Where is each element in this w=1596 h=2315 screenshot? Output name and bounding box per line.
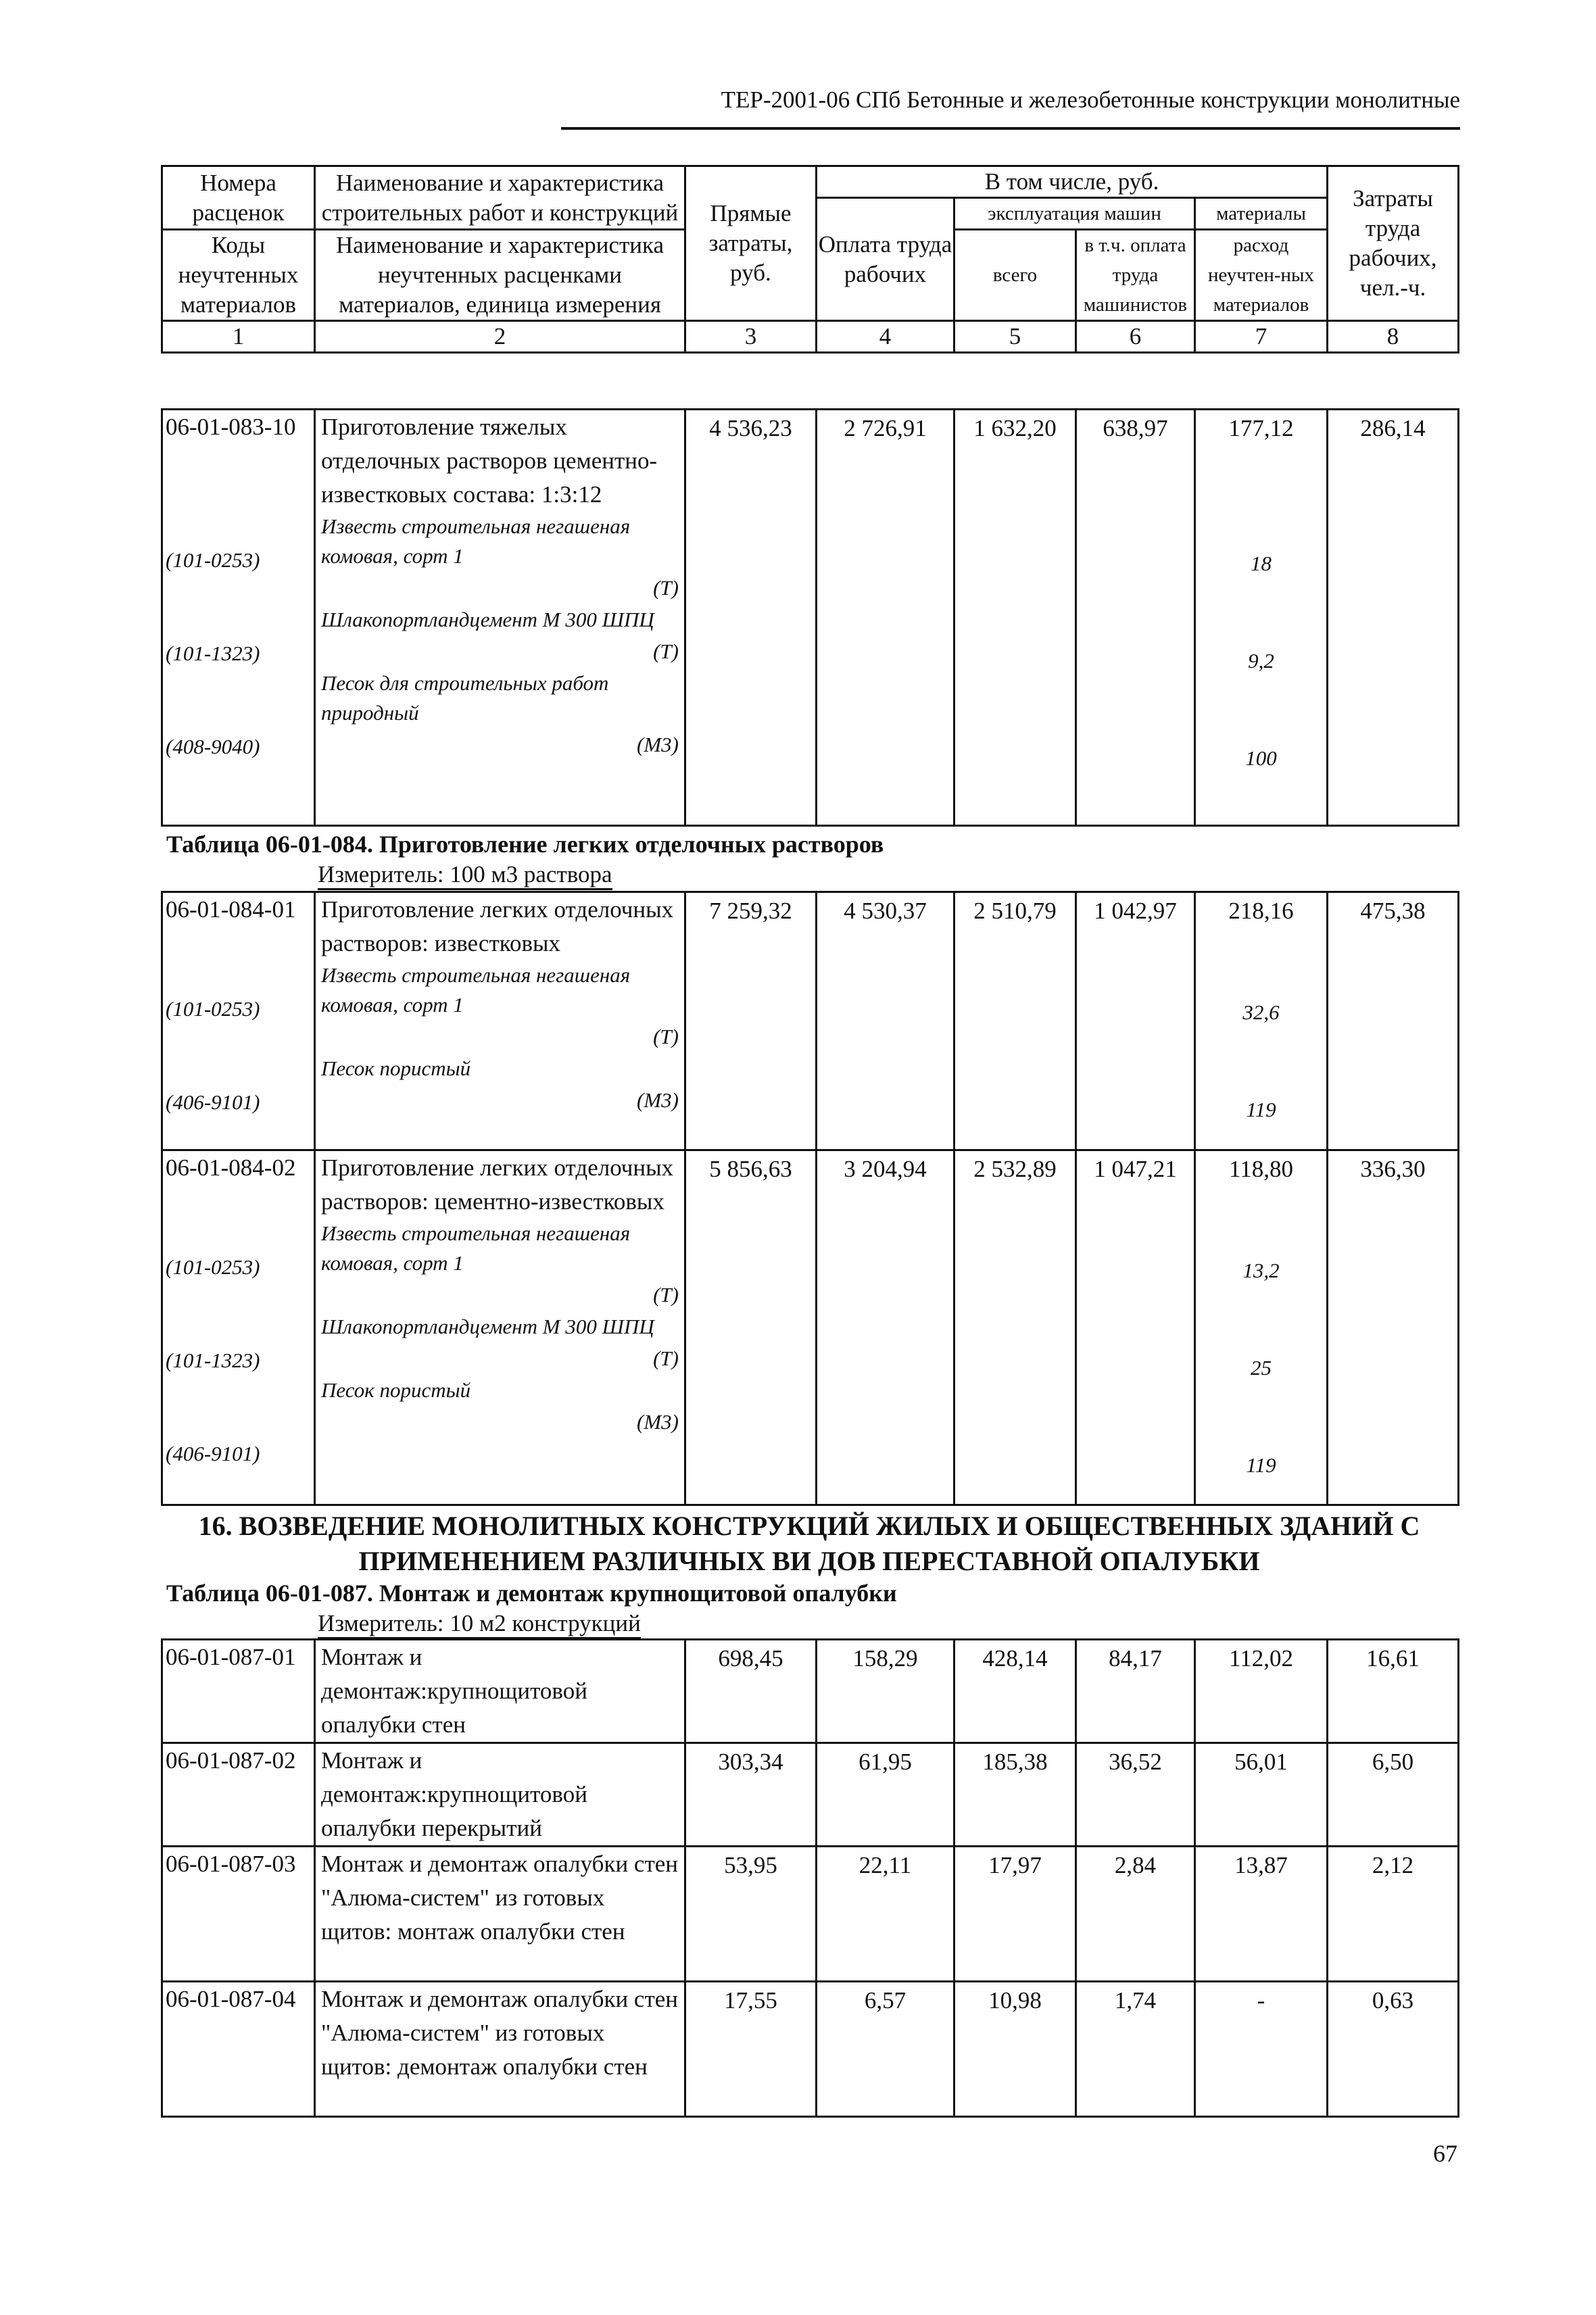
worker-pay-value: 4 530,37 xyxy=(817,892,954,1150)
material-unit: (Т) xyxy=(653,639,679,663)
rate-table-083 xyxy=(161,408,1459,827)
rate-code: 06-01-087-03 xyxy=(162,1847,315,1982)
header-title: ТЕР-2001-06 СПб Бетонные и железобетонные конструкции монолитные xyxy=(721,87,1460,113)
direct-costs-value: 53,95 xyxy=(685,1847,817,1982)
table-caption-087: Таблица 06-01-087. Монтаж и демонтаж крупнощитовой опалубки xyxy=(166,1580,897,1607)
rate-name: Приготовление легких отделочных растворов: цементно-известковых xyxy=(321,1154,674,1215)
machines-total-value: 10,98 xyxy=(954,1982,1076,2117)
rate-code-cell xyxy=(162,410,315,826)
header-name-bottom: Наименование и характеристика неучтенных расценками материалов, единица измерения xyxy=(315,230,685,321)
materials-value: 56,01 xyxy=(1195,1743,1328,1847)
machines-total-value: 428,14 xyxy=(954,1640,1076,1743)
worker-pay-value: 2 726,91 xyxy=(817,410,954,826)
material-code: (101-1323) xyxy=(166,641,260,665)
table-caption-084: Таблица 06-01-084. Приготовление легких отделочных растворов xyxy=(166,831,884,858)
direct-costs-value: 698,45 xyxy=(685,1640,817,1743)
table-meter-084: Измеритель: 100 м3 раствора xyxy=(318,861,612,890)
header-direct-costs: Прямые затраты, руб. xyxy=(685,166,817,321)
machinists-pay-value: 84,17 xyxy=(1076,1640,1195,1743)
header-codes-top: Номера расценок xyxy=(162,166,315,230)
rate-code: 06-01-084-01 xyxy=(166,896,296,923)
material-code: (101-0253) xyxy=(166,997,260,1021)
rate-name: Монтаж и демонтаж опалубки стен "Алюма-систем" из готовых щитов: демонтаж опалубки стен xyxy=(315,1982,685,2117)
material-qty: 100 xyxy=(1245,746,1277,770)
rate-name: Монтаж и демонтаж:крупнощитовой опалубки стен xyxy=(315,1640,685,1743)
header-machines-total: всего xyxy=(954,230,1076,321)
rate-table-084 xyxy=(161,891,1459,1506)
header-number: 3 xyxy=(685,321,817,353)
labor-value: 0,63 xyxy=(1328,1982,1459,2117)
header-number: 4 xyxy=(817,321,954,353)
materials-value: 118,80 xyxy=(1229,1156,1293,1182)
header-machinists-pay: в т.ч. оплата труда машинистов xyxy=(1076,230,1195,321)
material-name: Песок пористый xyxy=(321,1056,471,1080)
machinists-pay-value: 1 047,21 xyxy=(1076,1150,1195,1505)
machinists-pay-value: 1 042,97 xyxy=(1076,892,1195,1150)
rate-name-cell xyxy=(315,410,685,826)
labor-value: 336,30 xyxy=(1328,1150,1459,1505)
material-unit: (Т) xyxy=(653,1283,679,1307)
worker-pay-value: 22,11 xyxy=(817,1847,954,1982)
material-unit: (М3) xyxy=(637,1410,679,1434)
material-qty: 119 xyxy=(1246,1098,1276,1121)
material-name: Известь строительная негашеная комовая, сорт 1 xyxy=(321,963,631,1017)
machinists-pay-value: 1,74 xyxy=(1076,1982,1195,2117)
header-number: 1 xyxy=(162,321,315,353)
materials-cell xyxy=(1195,1150,1328,1505)
worker-pay-value: 3 204,94 xyxy=(817,1150,954,1505)
rate-table-087 xyxy=(161,1638,1459,2118)
material-code: (101-0253) xyxy=(166,1255,260,1279)
header-number: 7 xyxy=(1195,321,1328,353)
materials-cell xyxy=(1195,892,1328,1150)
material-qty: 25 xyxy=(1251,1356,1272,1380)
rate-name: Монтаж и демонтаж:крупнощитовой опалубки перекрытий xyxy=(315,1743,685,1847)
material-code: (101-0253) xyxy=(166,548,260,572)
rate-name: Приготовление легких отделочных растворов: известковых xyxy=(321,896,674,956)
material-unit: (Т) xyxy=(653,576,679,600)
rate-name-cell xyxy=(315,1150,685,1505)
machines-total-value: 2 532,89 xyxy=(954,1150,1076,1505)
worker-pay-value: 6,57 xyxy=(817,1982,954,2117)
rate-code-cell xyxy=(162,1150,315,1505)
material-name: Известь строительная негашеная комовая, сорт 1 xyxy=(321,1221,631,1275)
material-name: Шлакопортландцемент М 300 ШПЦ xyxy=(321,1315,654,1338)
material-code: (406-9101) xyxy=(166,1442,260,1465)
header-worker-pay: Оплата труда рабочих xyxy=(817,198,954,321)
labor-value: 6,50 xyxy=(1328,1743,1459,1847)
worker-pay-value: 158,29 xyxy=(817,1640,954,1743)
header-including: В том числе, руб. xyxy=(817,166,1328,198)
rate-name: Монтаж и демонтаж опалубки стен "Алюма-систем" из готовых щитов: монтаж опалубки стен xyxy=(315,1847,685,1982)
material-unit: (М3) xyxy=(637,733,679,756)
section-title xyxy=(161,1509,1457,1579)
material-name: Песок пористый xyxy=(321,1378,471,1402)
header-number: 6 xyxy=(1076,321,1195,353)
rate-code: 06-01-087-02 xyxy=(162,1743,315,1847)
material-unit: (Т) xyxy=(653,1025,679,1048)
direct-costs-value: 5 856,63 xyxy=(685,1150,817,1505)
table-row xyxy=(162,1982,1459,2117)
header-labor: Затраты труда рабочих, чел.-ч. xyxy=(1328,166,1459,321)
material-name: Известь строительная негашеная комовая, сорт 1 xyxy=(321,514,631,568)
materials-value: 177,12 xyxy=(1228,415,1294,441)
section-title-line: 16. ВОЗВЕДЕНИЕ МОНОЛИТНЫХ КОНСТРУКЦИЙ ЖИЛЫХ И ОБЩЕСТВЕННЫХ ЗДАНИЙ С xyxy=(198,1511,1420,1541)
labor-value: 475,38 xyxy=(1328,892,1459,1150)
table-meter-087: Измеритель: 10 м2 конструкций xyxy=(318,1610,641,1639)
rate-name: Приготовление тяжелых отделочных растворов цементно-известковых состава: 1:3:12 xyxy=(321,414,658,508)
worker-pay-value: 61,95 xyxy=(817,1743,954,1847)
machinists-pay-value: 36,52 xyxy=(1076,1743,1195,1847)
running-header xyxy=(561,82,1460,130)
header-materials-consumption: расход неучтен-ных материалов xyxy=(1195,230,1328,321)
header-number: 2 xyxy=(315,321,685,353)
labor-value: 16,61 xyxy=(1328,1640,1459,1743)
rate-code: 06-01-084-02 xyxy=(166,1154,296,1181)
machinists-pay-value: 2,84 xyxy=(1076,1847,1195,1982)
materials-value: - xyxy=(1195,1982,1328,2117)
table-row xyxy=(162,1743,1459,1847)
material-qty: 32,6 xyxy=(1242,1000,1280,1024)
rate-name-cell xyxy=(315,892,685,1150)
material-code: (406-9101) xyxy=(166,1090,260,1114)
materials-cell xyxy=(1195,410,1328,826)
material-unit: (Т) xyxy=(653,1346,679,1370)
header-name-top: Наименование и характеристика строительных работ и конструкций xyxy=(315,166,685,230)
materials-value: 13,87 xyxy=(1195,1847,1328,1982)
material-code: (101-1323) xyxy=(166,1348,260,1372)
material-name: Шлакопортландцемент М 300 ШПЦ xyxy=(321,608,654,631)
material-unit: (М3) xyxy=(637,1088,679,1112)
table-row xyxy=(162,1150,1459,1505)
direct-costs-value: 7 259,32 xyxy=(685,892,817,1150)
table-row xyxy=(162,892,1459,1150)
page-number: 67 xyxy=(1433,2140,1457,2167)
material-qty: 119 xyxy=(1246,1453,1276,1477)
column-header-table xyxy=(161,165,1459,354)
header-materials: материалы xyxy=(1195,198,1328,230)
direct-costs-value: 4 536,23 xyxy=(685,410,817,826)
labor-value: 2,12 xyxy=(1328,1847,1459,1982)
materials-value: 218,16 xyxy=(1228,898,1294,924)
rate-code: 06-01-087-01 xyxy=(162,1640,315,1743)
header-codes-bottom: Коды неучтенных материалов xyxy=(162,230,315,321)
materials-value: 112,02 xyxy=(1195,1640,1328,1743)
header-machines: эксплуатация машин xyxy=(954,198,1195,230)
labor-value: 286,14 xyxy=(1328,410,1459,826)
table-row xyxy=(162,1847,1459,1982)
direct-costs-value: 17,55 xyxy=(685,1982,817,2117)
material-qty: 13,2 xyxy=(1242,1259,1280,1282)
table-row xyxy=(162,410,1459,826)
rate-code: 06-01-083-10 xyxy=(166,414,296,440)
material-qty: 18 xyxy=(1251,552,1272,575)
rate-code: 06-01-087-04 xyxy=(162,1982,315,2117)
machines-total-value: 1 632,20 xyxy=(954,410,1076,826)
material-qty: 9,2 xyxy=(1248,649,1274,673)
machinists-pay-value: 638,97 xyxy=(1076,410,1195,826)
material-name: Песок для строительных работ природный xyxy=(321,671,609,725)
machines-total-value: 185,38 xyxy=(954,1743,1076,1847)
direct-costs-value: 303,34 xyxy=(685,1743,817,1847)
machines-total-value: 17,97 xyxy=(954,1847,1076,1982)
machines-total-value: 2 510,79 xyxy=(954,892,1076,1150)
header-number: 5 xyxy=(954,321,1076,353)
material-code: (408-9040) xyxy=(166,735,260,758)
table-row xyxy=(162,1640,1459,1743)
header-number: 8 xyxy=(1328,321,1459,353)
rate-code-cell xyxy=(162,892,315,1150)
section-title-line: ПРИМЕНЕНИЕМ РАЗЛИЧНЫХ ВИ ДОВ ПЕРЕСТАВНОЙ ОПАЛУБКИ xyxy=(358,1546,1260,1576)
